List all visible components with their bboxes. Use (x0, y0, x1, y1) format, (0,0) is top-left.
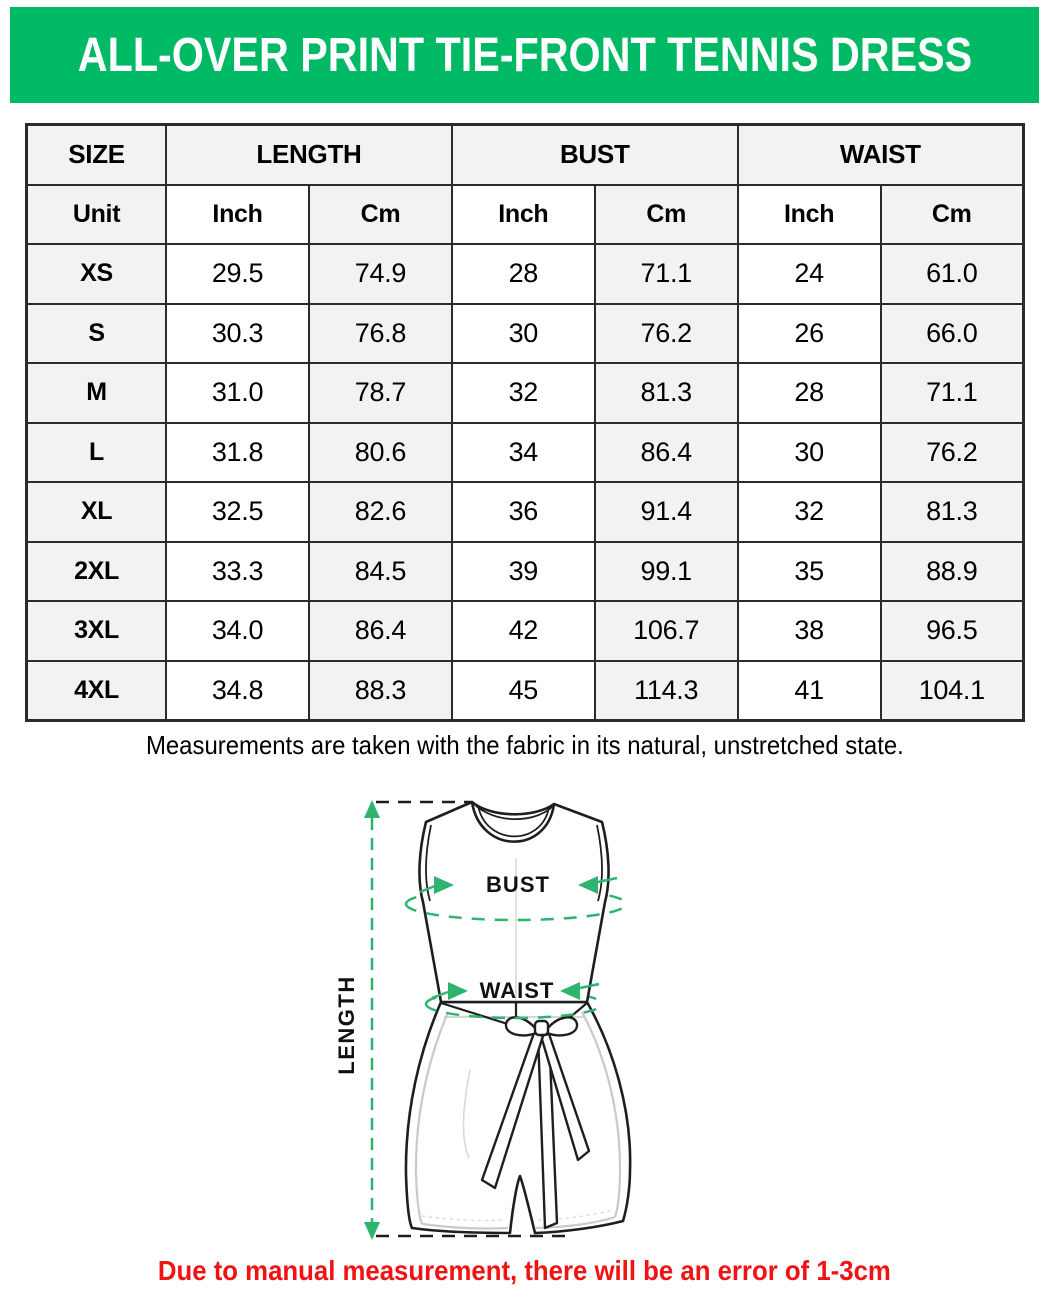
group-header-row (27, 125, 1024, 185)
col-header-bust: BUST (452, 125, 738, 185)
table-row (27, 423, 1024, 483)
title-banner (10, 7, 1039, 103)
table-row (27, 304, 1024, 364)
value-cell: 86.4 (309, 601, 452, 661)
col-header-waist: WAIST (738, 125, 1024, 185)
value-cell: 104.1 (881, 661, 1024, 721)
waist-inch-col: Inch (738, 185, 881, 245)
value-cell: 30 (452, 304, 595, 364)
size-cell: 4XL (27, 661, 167, 721)
unit-label: Unit (27, 185, 167, 245)
disclaimer-text: Due to manual measurement, there will be an error of 1-3cm (158, 1255, 891, 1286)
unit-header-row (27, 185, 1024, 245)
value-cell: 31.0 (166, 363, 309, 423)
value-cell: 32 (738, 482, 881, 542)
value-cell: 86.4 (595, 423, 738, 483)
value-cell: 34 (452, 423, 595, 483)
value-cell: 28 (452, 244, 595, 304)
measurement-note-row (0, 730, 1049, 761)
value-cell: 42 (452, 601, 595, 661)
length-label: LENGTH (334, 975, 359, 1075)
value-cell: 32 (452, 363, 595, 423)
size-cell: XS (27, 244, 167, 304)
value-cell: 88.3 (309, 661, 452, 721)
value-cell: 106.7 (595, 601, 738, 661)
value-cell: 80.6 (309, 423, 452, 483)
value-cell: 26 (738, 304, 881, 364)
value-cell: 114.3 (595, 661, 738, 721)
value-cell: 84.5 (309, 542, 452, 602)
size-chart-table (25, 123, 1025, 722)
value-cell: 76.2 (881, 423, 1024, 483)
value-cell: 91.4 (595, 482, 738, 542)
length-inch-col: Inch (166, 185, 309, 245)
size-cell: S (27, 304, 167, 364)
bust-cm-col: Cm (595, 185, 738, 245)
col-header-size: SIZE (27, 125, 167, 185)
value-cell: 39 (452, 542, 595, 602)
table-row (27, 601, 1024, 661)
value-cell: 82.6 (309, 482, 452, 542)
value-cell: 24 (738, 244, 881, 304)
length-arrow (364, 800, 380, 1240)
col-header-length: LENGTH (166, 125, 452, 185)
value-cell: 33.3 (166, 542, 309, 602)
value-cell: 30 (738, 423, 881, 483)
bust-label: BUST (486, 872, 550, 897)
value-cell: 30.3 (166, 304, 309, 364)
value-cell: 34.8 (166, 661, 309, 721)
value-cell: 99.1 (595, 542, 738, 602)
size-cell: M (27, 363, 167, 423)
value-cell: 29.5 (166, 244, 309, 304)
value-cell: 34.0 (166, 601, 309, 661)
value-cell: 76.2 (595, 304, 738, 364)
value-cell: 45 (452, 661, 595, 721)
size-cell: XL (27, 482, 167, 542)
measurement-note: Measurements are taken with the fabric in its natural, unstretched state. (145, 730, 904, 760)
value-cell: 38 (738, 601, 881, 661)
value-cell: 81.3 (881, 482, 1024, 542)
table-row (27, 661, 1024, 721)
value-cell: 31.8 (166, 423, 309, 483)
value-cell: 66.0 (881, 304, 1024, 364)
value-cell: 71.1 (881, 363, 1024, 423)
table-row (27, 244, 1024, 304)
value-cell: 28 (738, 363, 881, 423)
value-cell: 61.0 (881, 244, 1024, 304)
size-cell: 2XL (27, 542, 167, 602)
value-cell: 96.5 (881, 601, 1024, 661)
value-cell: 88.9 (881, 542, 1024, 602)
value-cell: 41 (738, 661, 881, 721)
size-cell: 3XL (27, 601, 167, 661)
page-title: ALL-OVER PRINT TIE-FRONT TENNIS DRESS (77, 28, 972, 82)
value-cell: 81.3 (595, 363, 738, 423)
value-cell: 36 (452, 482, 595, 542)
table-row (27, 363, 1024, 423)
value-cell: 76.8 (309, 304, 452, 364)
size-cell: L (27, 423, 167, 483)
table-row (27, 542, 1024, 602)
value-cell: 71.1 (595, 244, 738, 304)
disclaimer-row (0, 1255, 1049, 1287)
waist-cm-col: Cm (881, 185, 1024, 245)
length-cm-col: Cm (309, 185, 452, 245)
value-cell: 35 (738, 542, 881, 602)
value-cell: 32.5 (166, 482, 309, 542)
value-cell: 74.9 (309, 244, 452, 304)
waist-label: WAIST (479, 978, 555, 1003)
bust-inch-col: Inch (452, 185, 595, 245)
dress-measurement-diagram (320, 780, 740, 1250)
table-row (27, 482, 1024, 542)
value-cell: 78.7 (309, 363, 452, 423)
